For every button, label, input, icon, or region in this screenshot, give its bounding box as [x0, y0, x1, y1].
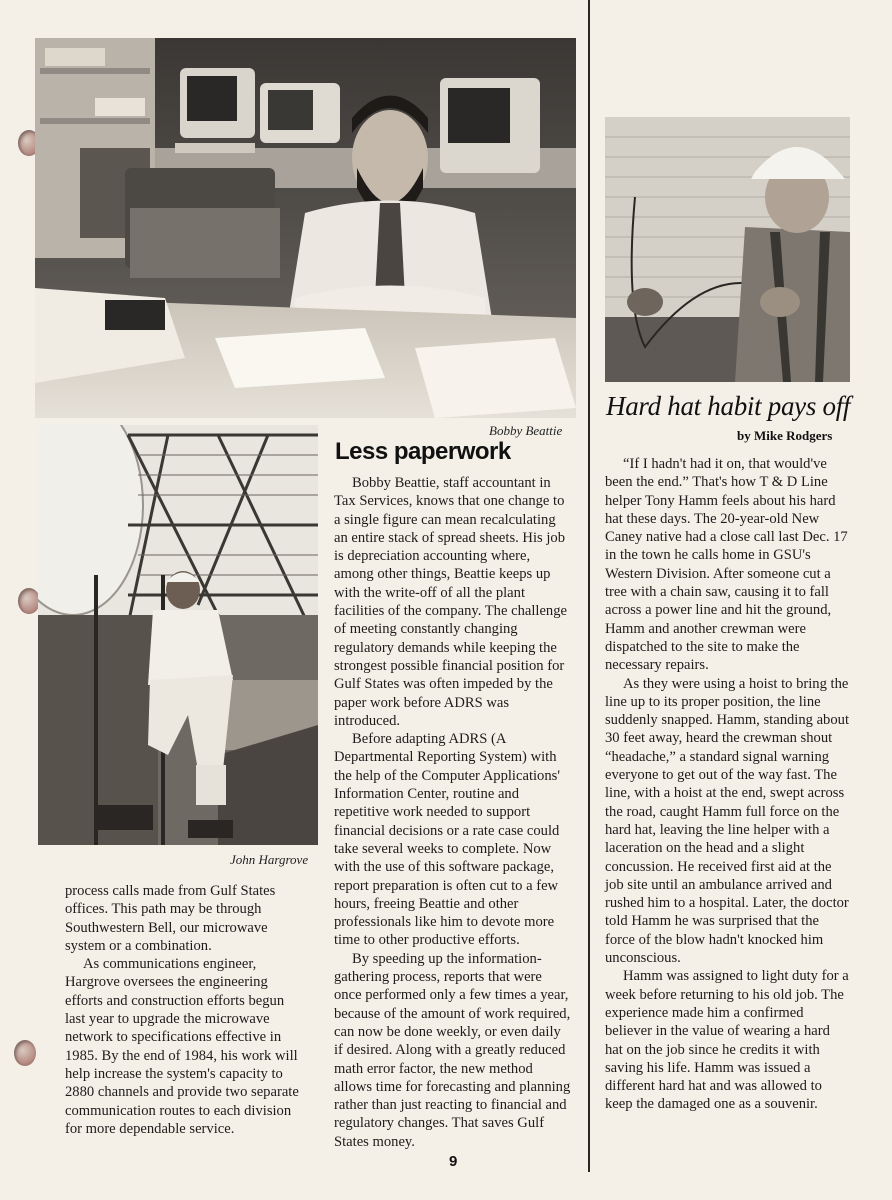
- hardhat-paragraph: As they were using a hoist to bring the line up to its proper position, the line suddenly snapped. Hamm, standing about 30 feet away, heard the crewman shout “headache,” a standard signal warning everyone to get out of the way fast. The line, with a hoist at the end, swept across the road, caught Hamm full force on the hard hat, leaving the line helper with a laceration on the head and a slight concussion. He received first aid at the job site until an ambulance arrived and rushed him to a hospital. Later, the doctor told Hamm he was surprised that the force of the blow hadn't knocked him unconscious.: [605, 675, 850, 967]
- paperwork-paragraph: By speeding up the information-gathering process, reports that were once performed only a few times a year, because of the amount of work required, can now be done weekly, or even daily if desired. Along with a greatly reduced math error factor, the new method allows time for forecasting and planning rather than just reacting to financial and regulatory changes. That saves Gulf States money.: [334, 950, 571, 1150]
- paperwork-paragraph: Before adapting ADRS (A Departmental Reporting System) with the help of the Computer Applications' Information Center, routine and repetitive work needed to support financial decisions or a rate case could take several weeks to complete. Now with the use of this software package, report preparation is often cut to a few hours, freeing Beattie and other professionals like him to devote more time to other productive efforts.: [334, 731, 560, 949]
- photo-tony-hamm: [605, 117, 850, 382]
- binder-hole-3: [14, 1040, 36, 1066]
- hardhat-paragraph: Hamm was assigned to light duty for a week before returning to his old job. The experience made him a confirmed believer in the value of wearing a hard hat on the job since he credits it with saving his life. Hamm was issued a different hard hat and was allowed to keep the damaged one as a souvenir.: [605, 968, 849, 1113]
- hardhat-headline: Hard hat habit pays off: [606, 391, 851, 421]
- caption-bobby-beattie: Bobby Beattie: [489, 423, 563, 438]
- hargrove-paragraph: As communications engineer, Hargrove oversees the engineering efforts and construction efforts begun last year to upgrade the microwave network to specifications effective in 1985. By the end of 1984, his work will help increase the system's capacity to 2880 channels and provide two separate communication routes to each division for more dependable service.: [65, 956, 299, 1137]
- photo-bobby-beattie: [35, 38, 576, 418]
- column-divider: [588, 0, 590, 1172]
- hardhat-byline: by Mike Rodgers: [737, 428, 833, 443]
- hargrove-paragraph: process calls made from Gulf States offices. This path may be through Southwestern Bell, our microwave system or a combination.: [65, 883, 276, 954]
- hardhat-article-body: [605, 455, 851, 1114]
- paperwork-paragraph: Bobby Beattie, staff accountant in Tax Services, knows that one change to a single figure can mean recalculating an entire stack of spread sheets. His job is depreciation accounting where, among other things, Beattie keeps up with the write-off of all the plant facilities of the company. The challenge of meeting constantly changing regulatory demands while keeping the strongest possible financial position for Gulf States was often impeded by the paper work before ADRS was introduced.: [334, 475, 568, 729]
- binder-hole-2: [18, 588, 40, 614]
- photo-john-hargrove: [38, 425, 318, 845]
- hargrove-article-body: [65, 882, 305, 1138]
- page-number: 9: [449, 1153, 458, 1170]
- paperwork-article-body: [334, 474, 572, 1151]
- paperwork-headline: Less paperwork: [335, 438, 511, 465]
- caption-john-hargrove: John Hargrove: [230, 852, 309, 867]
- hardhat-paragraph: “If I hadn't had it on, that would've been the end.” That's how T & D Line helper Tony Hamm feels about his hard hat these days. The 20-year-old New Caney native had a close call last Dec. 17 in the town he calls home in GSU's Western Division. After someone cut a tree with a chain saw, causing it to fall across a power line and hit the ground, Hamm and another crewman were dispatched to the site to make the necessary repairs.: [605, 456, 848, 674]
